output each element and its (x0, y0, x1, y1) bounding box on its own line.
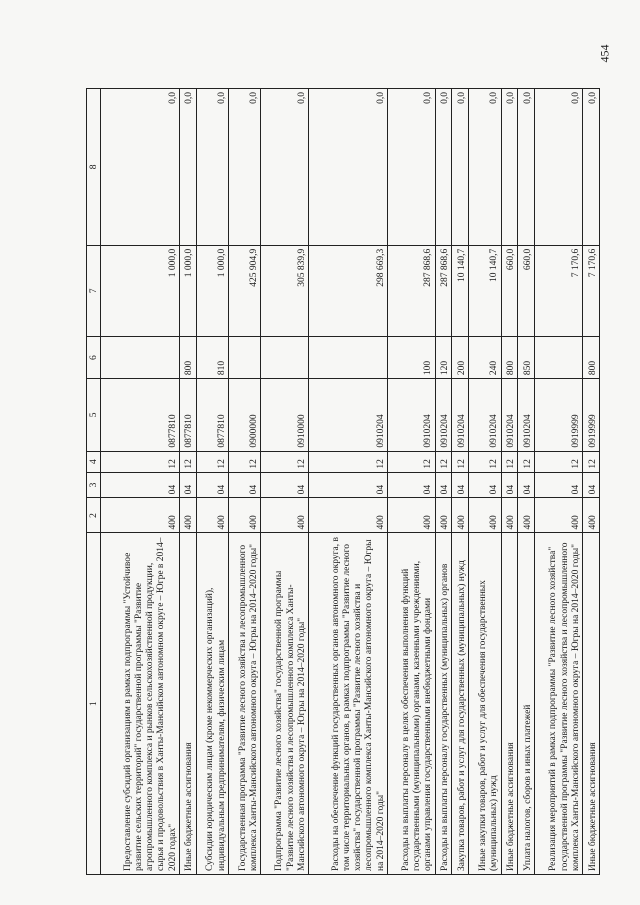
code-subsection: 12 (501, 451, 518, 472)
amount-2014: 660,0 (518, 245, 535, 336)
amount-2014: 1 000,0 (179, 245, 196, 336)
code-expense-type (101, 337, 180, 379)
code-section: 04 (535, 472, 583, 498)
row-label: Иные бюджетные ассигнования (179, 533, 196, 875)
amount-2015: 0,0 (535, 89, 583, 246)
page-number: 454 (597, 44, 612, 63)
code-section: 04 (435, 472, 452, 498)
code-target: 0910204 (435, 379, 452, 452)
code-subsection: 12 (261, 451, 309, 472)
code-section: 04 (309, 472, 388, 498)
column-header-3: 3 (87, 472, 101, 498)
amount-2015: 0,0 (501, 89, 518, 246)
code-section: 04 (196, 472, 228, 498)
code-gls: 400 (535, 498, 583, 533)
table-row (387, 89, 435, 875)
table-row (518, 89, 535, 875)
amount-2014: 660,0 (501, 245, 518, 336)
column-header-7: 7 (87, 245, 101, 336)
code-gls: 400 (435, 498, 452, 533)
code-target: 0877810 (179, 379, 196, 452)
code-expense-type: 800 (179, 337, 196, 379)
amount-2015: 0,0 (196, 89, 228, 246)
code-expense-type: 810 (196, 337, 228, 379)
amount-2015: 0,0 (469, 89, 501, 246)
amount-2015: 0,0 (518, 89, 535, 246)
table-row (452, 89, 469, 875)
column-header-4: 4 (87, 451, 101, 472)
row-label: Подпрограмма "Развитие лесного хозяйства" государственной программы "Развитие лесного хозяйства и лесопромышленного комплекса Ханты-Мансийского автономного округа – Югры на 2014–2020 годы" (261, 533, 309, 875)
budget-table (86, 88, 600, 875)
row-label: Реализация мероприятий в рамках подпрограммы "Развитие лесного хозяйства" государственной программы "Развитие лесного хозяйства и лесопромышленного комплекса Ханты-Мансийского автономного округа – Югры на 2014–2020 годы" (535, 533, 583, 875)
code-gls: 400 (261, 498, 309, 533)
table-row (469, 89, 501, 875)
amount-2014: 7 170,6 (583, 245, 600, 336)
code-section: 04 (452, 472, 469, 498)
code-subsection: 12 (469, 451, 501, 472)
code-target: 0910204 (469, 379, 501, 452)
code-target: 0910204 (387, 379, 435, 452)
header-row (87, 89, 101, 875)
row-label: Расходы на обеспечение функций государственных органов автономного округа, в том числе территориальных органов, в рамках подпрограммы "Развитие лесного хозяйства" государственной программы "Развитие лесного хозяйства и лесопромышленного комплекса Ханты-Мансийского автономного округа – Югры на 2014–2020 годы" (309, 533, 388, 875)
column-header-2: 2 (87, 498, 101, 533)
code-target: 0877810 (101, 379, 180, 452)
row-label: Расходы на выплаты персоналу государственных (муниципальных) органов (435, 533, 452, 875)
code-expense-type (261, 337, 309, 379)
code-subsection: 12 (518, 451, 535, 472)
amount-2015: 0,0 (452, 89, 469, 246)
code-section: 04 (469, 472, 501, 498)
row-label: Государственная программа "Развитие лесного хозяйства и лесопромышленного комплекса Ханты-Мансийского автономного округа – Югры на 2014–2020 годы" (228, 533, 260, 875)
code-section: 04 (583, 472, 600, 498)
code-expense-type: 120 (435, 337, 452, 379)
amount-2014: 287 868,6 (435, 245, 452, 336)
table-row (228, 89, 260, 875)
code-expense-type: 800 (501, 337, 518, 379)
code-target: 0919999 (535, 379, 583, 452)
amount-2015: 0,0 (101, 89, 180, 246)
amount-2014: 10 140,7 (452, 245, 469, 336)
code-expense-type: 100 (387, 337, 435, 379)
code-section: 04 (228, 472, 260, 498)
code-target: 0910204 (518, 379, 535, 452)
code-subsection: 12 (228, 451, 260, 472)
code-gls: 400 (469, 498, 501, 533)
amount-2014: 298 669,3 (309, 245, 388, 336)
row-label: Закупка товаров, работ и услуг для государственных (муниципальных) нужд (452, 533, 469, 875)
code-subsection: 12 (452, 451, 469, 472)
amount-2014: 425 904,9 (228, 245, 260, 336)
table-row (435, 89, 452, 875)
amount-2015: 0,0 (435, 89, 452, 246)
code-target: 0919999 (583, 379, 600, 452)
amount-2014: 1 000,0 (101, 245, 180, 336)
code-section: 04 (179, 472, 196, 498)
code-gls: 400 (501, 498, 518, 533)
code-target: 0877810 (196, 379, 228, 452)
code-target: 0910204 (309, 379, 388, 452)
amount-2015: 0,0 (179, 89, 196, 246)
code-gls: 400 (196, 498, 228, 533)
code-expense-type (309, 337, 388, 379)
code-expense-type: 240 (469, 337, 501, 379)
code-gls: 400 (179, 498, 196, 533)
table-row (101, 89, 180, 875)
code-subsection: 12 (435, 451, 452, 472)
code-section: 04 (518, 472, 535, 498)
code-expense-type: 800 (583, 337, 600, 379)
row-label: Субсидии юридическим лицам (кроме некоммерческих организаций), индивидуальным предпринимателям, физическим лицам (196, 533, 228, 875)
code-gls: 400 (101, 498, 180, 533)
table-row (501, 89, 518, 875)
amount-2015: 0,0 (387, 89, 435, 246)
code-section: 04 (387, 472, 435, 498)
amount-2014: 1 000,0 (196, 245, 228, 336)
rotated-table-area (86, 88, 600, 875)
code-target: 0900000 (228, 379, 260, 452)
code-subsection: 12 (179, 451, 196, 472)
amount-2014: 7 170,6 (535, 245, 583, 336)
row-label: Предоставление субсидий организациям в рамках подпрограммы "Устойчивое развитие сельских территорий" государственной программы "Развитие агропромышленного комплекса и рынков сельскохозяйственной продукции, сырья и продовольствия в Ханты-Мансийском автономном округе – Югре в 2014–2020 годах" (101, 533, 180, 875)
code-section: 04 (501, 472, 518, 498)
code-gls: 400 (387, 498, 435, 533)
table-row (535, 89, 583, 875)
code-section: 04 (261, 472, 309, 498)
column-header-8: 8 (87, 89, 101, 246)
column-header-5: 5 (87, 379, 101, 452)
code-gls: 400 (309, 498, 388, 533)
code-subsection: 12 (101, 451, 180, 472)
code-expense-type: 200 (452, 337, 469, 379)
code-target: 0910204 (452, 379, 469, 452)
row-label: Иные закупки товаров, работ и услуг для обеспечения государственных (муниципальных) нужд (469, 533, 501, 875)
amount-2014: 10 140,7 (469, 245, 501, 336)
row-label: Иные бюджетные ассигнования (501, 533, 518, 875)
code-subsection: 12 (309, 451, 388, 472)
amount-2015: 0,0 (583, 89, 600, 246)
code-target: 0910204 (501, 379, 518, 452)
column-header-6: 6 (87, 337, 101, 379)
table-row (196, 89, 228, 875)
table-row (309, 89, 388, 875)
code-target: 0910000 (261, 379, 309, 452)
code-gls: 400 (452, 498, 469, 533)
amount-2015: 0,0 (228, 89, 260, 246)
code-expense-type (228, 337, 260, 379)
code-section: 04 (101, 472, 180, 498)
code-gls: 400 (583, 498, 600, 533)
code-expense-type (535, 337, 583, 379)
amount-2014: 287 868,6 (387, 245, 435, 336)
code-expense-type: 850 (518, 337, 535, 379)
code-gls: 400 (518, 498, 535, 533)
table-row (261, 89, 309, 875)
code-subsection: 12 (196, 451, 228, 472)
rotated-table-inner (86, 88, 600, 875)
code-subsection: 12 (583, 451, 600, 472)
code-subsection: 12 (387, 451, 435, 472)
table-row (179, 89, 196, 875)
code-subsection: 12 (535, 451, 583, 472)
amount-2014: 305 839,9 (261, 245, 309, 336)
row-label: Иные бюджетные ассигнования (583, 533, 600, 875)
row-label: Уплата налогов, сборов и иных платежей (518, 533, 535, 875)
column-header-1: 1 (87, 533, 101, 875)
amount-2015: 0,0 (309, 89, 388, 246)
code-gls: 400 (228, 498, 260, 533)
table-row (583, 89, 600, 875)
amount-2015: 0,0 (261, 89, 309, 246)
row-label: Расходы на выплаты персоналу в целях обеспечения выполнения функций государственными (муниципальными) органами, казенными учреждениями, органами управления государственными внебюджетными фондами (387, 533, 435, 875)
table-body (101, 89, 600, 875)
